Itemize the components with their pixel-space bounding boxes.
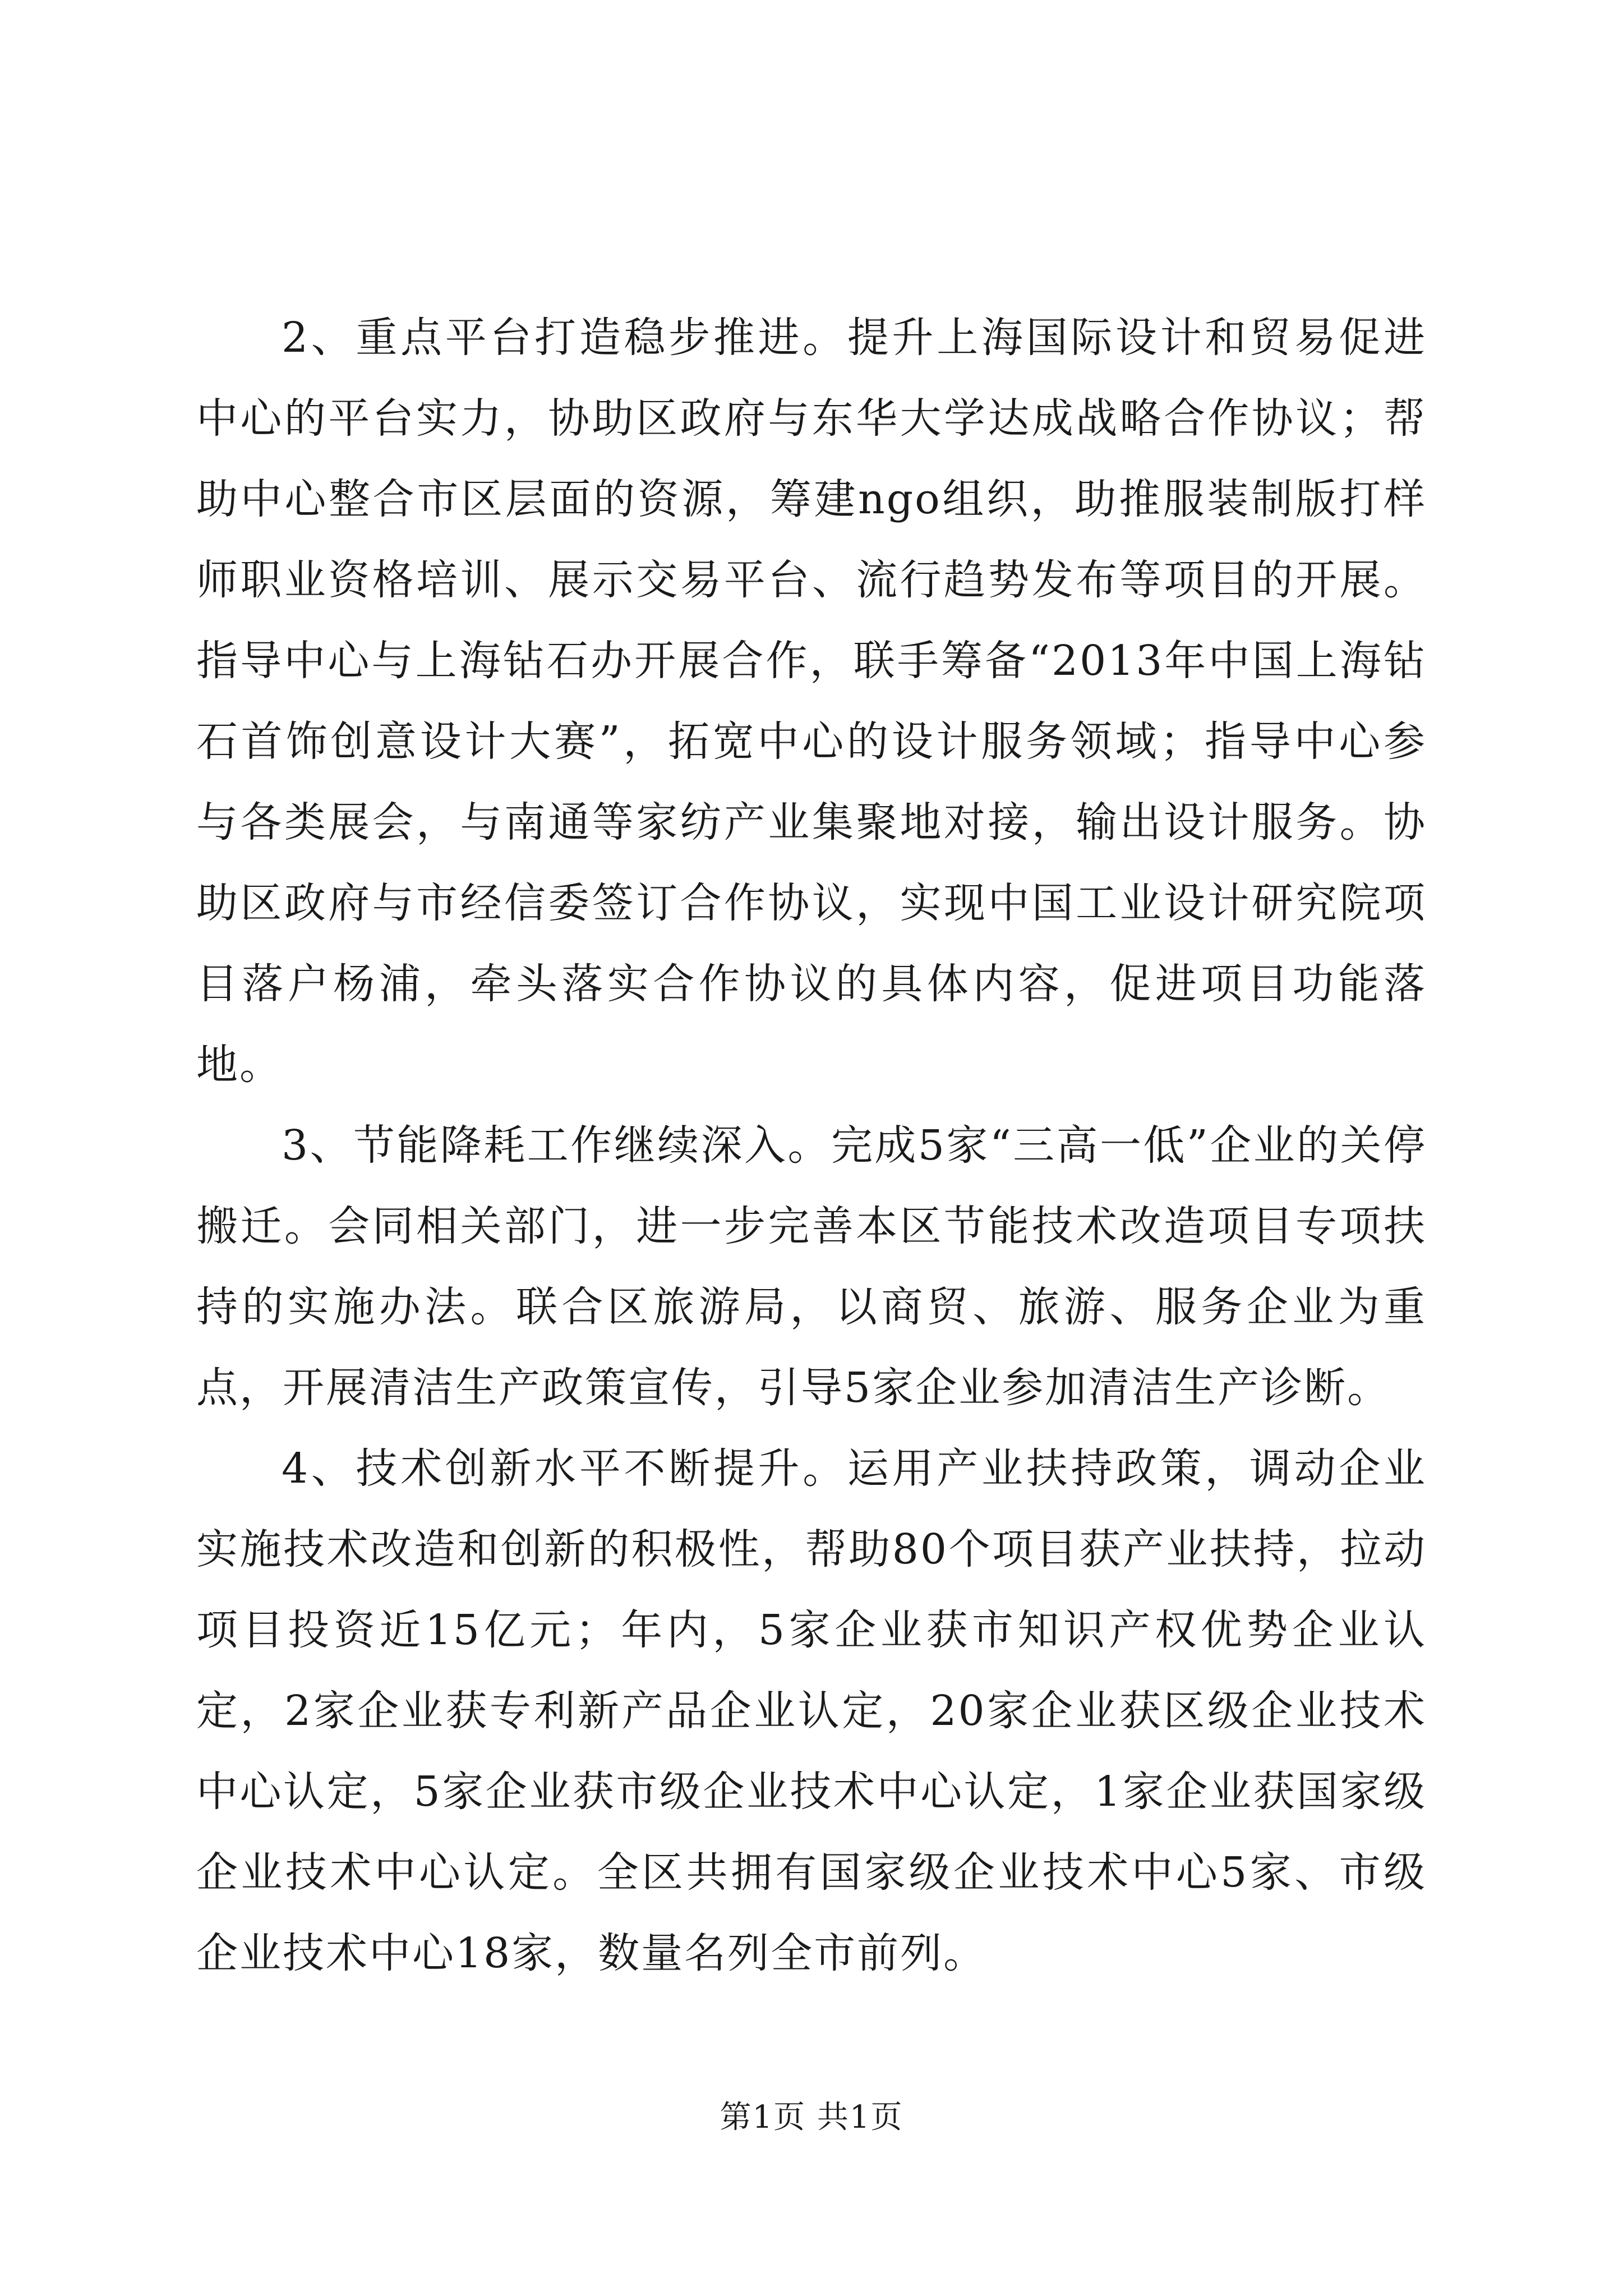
paragraph-platform: 2、重点平台打造稳步推进。提升上海国际设计和贸易促进中心的平台实力，协助区政府与东华大学达成战略合作协议；帮助中心整合市区层面的资源，筹建ngo组织，助推服装制版打样师职业资格培训、展示交易平台、流行趋势发布等项目的开展。指导中心与上海钻石办开展合作，联手筹备“2013年中国上海钻石首饰创意设计大赛”，拓宽中心的设计服务领域；指导中心参与各类展会，与南通等家纺产业集聚地对接，输出设计服务。协助区政府与市经信委签订合作协议，实现中国工业设计研究院项目落户杨浦，牵头落实合作协议的具体内容，促进项目功能落地。 <box>196 314 1427 1089</box>
page-footer: 第1页 共1页 <box>720 2099 903 2136</box>
paragraph-tech-innovation: 4、技术创新水平不断提升。运用产业扶持政策，调动企业实施技术改造和创新的积极性，帮助80个项目获产业扶持，拉动项目投资近15亿元；年内，5家企业获市知识产权优势企业认定，2家企业获专利新产品企业认定，20家企业获区级企业技术中心认定，5家企业获市级企业技术中心认定，1家企业获国家级企业技术中心认定。全区共拥有国家级企业技术中心5家、市级企业技术中心18家，数量名列全市前列。 <box>196 1444 1427 1977</box>
document-body <box>196 297 1427 1994</box>
paragraph-energy-saving: 3、节能降耗工作继续深入。完成5家“三高一低”企业的关停搬迁。会同相关部门，进一步完善本区节能技术改造项目专项扶持的实施办法。联合区旅游局，以商贸、旅游、服务企业为重点，开展清洁生产政策宣传，引导5家企业参加清洁生产诊断。 <box>196 1121 1427 1412</box>
